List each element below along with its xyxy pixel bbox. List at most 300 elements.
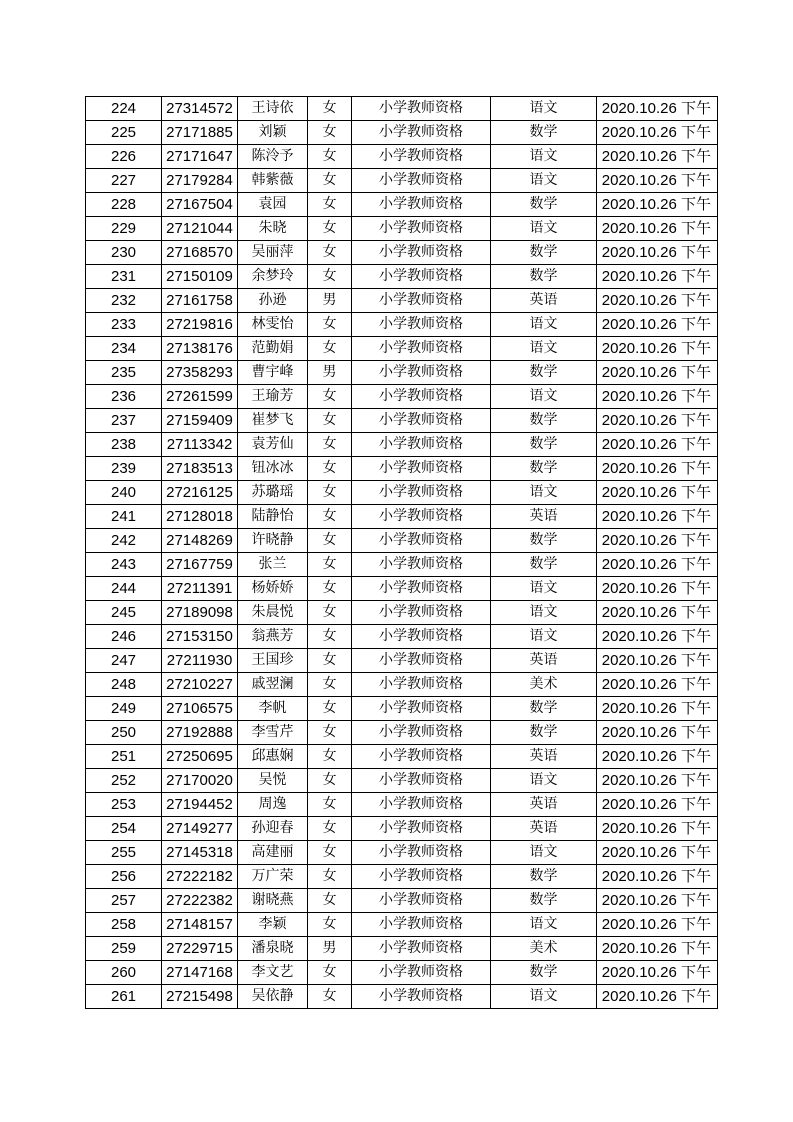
cell-admission-number: 27170020: [162, 769, 238, 793]
cell-serial-number: 233: [86, 313, 162, 337]
cell-serial-number: 227: [86, 169, 162, 193]
cell-qualification-type: 小学教师资格: [352, 97, 491, 121]
cell-qualification-type: 小学教师资格: [352, 913, 491, 937]
cell-exam-time: 2020.10.26 下午: [597, 97, 718, 121]
cell-serial-number: 248: [86, 673, 162, 697]
cell-subject: 英语: [491, 289, 597, 313]
cell-gender: 女: [308, 529, 352, 553]
cell-exam-time: 2020.10.26 下午: [597, 697, 718, 721]
table-row: [86, 217, 718, 241]
cell-serial-number: 238: [86, 433, 162, 457]
cell-subject: 数学: [491, 553, 597, 577]
cell-admission-number: 27229715: [162, 937, 238, 961]
cell-admission-number: 27128018: [162, 505, 238, 529]
cell-admission-number: 27222382: [162, 889, 238, 913]
table-row: [86, 313, 718, 337]
cell-qualification-type: 小学教师资格: [352, 985, 491, 1009]
cell-exam-time: 2020.10.26 下午: [597, 553, 718, 577]
cell-exam-time: 2020.10.26 下午: [597, 289, 718, 313]
cell-qualification-type: 小学教师资格: [352, 817, 491, 841]
cell-candidate-name: 李帆: [238, 697, 308, 721]
cell-gender: 女: [308, 625, 352, 649]
cell-subject: 语文: [491, 625, 597, 649]
cell-exam-time: 2020.10.26 下午: [597, 961, 718, 985]
cell-subject: 数学: [491, 409, 597, 433]
cell-admission-number: 27210227: [162, 673, 238, 697]
cell-candidate-name: 杨娇娇: [238, 577, 308, 601]
cell-admission-number: 27194452: [162, 793, 238, 817]
cell-subject: 语文: [491, 217, 597, 241]
cell-serial-number: 237: [86, 409, 162, 433]
cell-candidate-name: 王国珍: [238, 649, 308, 673]
cell-gender: 女: [308, 721, 352, 745]
cell-qualification-type: 小学教师资格: [352, 697, 491, 721]
cell-subject: 数学: [491, 961, 597, 985]
cell-serial-number: 236: [86, 385, 162, 409]
cell-admission-number: 27215498: [162, 985, 238, 1009]
table-row: [86, 121, 718, 145]
cell-gender: 女: [308, 241, 352, 265]
cell-subject: 数学: [491, 193, 597, 217]
cell-gender: 女: [308, 673, 352, 697]
cell-subject: 美术: [491, 673, 597, 697]
cell-subject: 语文: [491, 577, 597, 601]
cell-candidate-name: 孙迎春: [238, 817, 308, 841]
cell-exam-time: 2020.10.26 下午: [597, 817, 718, 841]
cell-serial-number: 252: [86, 769, 162, 793]
cell-qualification-type: 小学教师资格: [352, 193, 491, 217]
table-row: [86, 841, 718, 865]
cell-candidate-name: 潘泉晓: [238, 937, 308, 961]
cell-subject: 数学: [491, 697, 597, 721]
table-row: [86, 577, 718, 601]
cell-admission-number: 27192888: [162, 721, 238, 745]
cell-serial-number: 251: [86, 745, 162, 769]
cell-gender: 女: [308, 265, 352, 289]
cell-candidate-name: 王瑜芳: [238, 385, 308, 409]
cell-candidate-name: 钮冰冰: [238, 457, 308, 481]
table-row: [86, 289, 718, 313]
table-row: [86, 361, 718, 385]
cell-gender: 女: [308, 649, 352, 673]
cell-admission-number: 27219816: [162, 313, 238, 337]
cell-exam-time: 2020.10.26 下午: [597, 529, 718, 553]
cell-candidate-name: 李雪芹: [238, 721, 308, 745]
cell-candidate-name: 周逸: [238, 793, 308, 817]
cell-subject: 语文: [491, 97, 597, 121]
cell-exam-time: 2020.10.26 下午: [597, 673, 718, 697]
cell-exam-time: 2020.10.26 下午: [597, 433, 718, 457]
cell-exam-time: 2020.10.26 下午: [597, 337, 718, 361]
table-row: [86, 145, 718, 169]
table-row: [86, 505, 718, 529]
cell-candidate-name: 吴依静: [238, 985, 308, 1009]
cell-admission-number: 27161758: [162, 289, 238, 313]
cell-admission-number: 27153150: [162, 625, 238, 649]
cell-serial-number: 243: [86, 553, 162, 577]
cell-exam-time: 2020.10.26 下午: [597, 577, 718, 601]
cell-candidate-name: 翁燕芳: [238, 625, 308, 649]
cell-admission-number: 27121044: [162, 217, 238, 241]
cell-subject: 英语: [491, 793, 597, 817]
cell-gender: 女: [308, 457, 352, 481]
cell-admission-number: 27149277: [162, 817, 238, 841]
cell-exam-time: 2020.10.26 下午: [597, 457, 718, 481]
table-row: [86, 97, 718, 121]
cell-exam-time: 2020.10.26 下午: [597, 913, 718, 937]
cell-gender: 女: [308, 793, 352, 817]
cell-exam-time: 2020.10.26 下午: [597, 985, 718, 1009]
cell-exam-time: 2020.10.26 下午: [597, 121, 718, 145]
cell-candidate-name: 邱惠娴: [238, 745, 308, 769]
cell-gender: 女: [308, 169, 352, 193]
cell-admission-number: 27216125: [162, 481, 238, 505]
cell-exam-time: 2020.10.26 下午: [597, 265, 718, 289]
cell-qualification-type: 小学教师资格: [352, 793, 491, 817]
cell-subject: 美术: [491, 937, 597, 961]
cell-candidate-name: 万广荣: [238, 865, 308, 889]
cell-serial-number: 231: [86, 265, 162, 289]
cell-serial-number: 260: [86, 961, 162, 985]
cell-exam-time: 2020.10.26 下午: [597, 889, 718, 913]
table-row: [86, 913, 718, 937]
cell-gender: 女: [308, 97, 352, 121]
cell-gender: 女: [308, 217, 352, 241]
table-row: [86, 241, 718, 265]
table-row: [86, 385, 718, 409]
cell-admission-number: 27171647: [162, 145, 238, 169]
cell-serial-number: 239: [86, 457, 162, 481]
cell-gender: 女: [308, 481, 352, 505]
table-row: [86, 721, 718, 745]
table-row: [86, 625, 718, 649]
table-row: [86, 601, 718, 625]
cell-serial-number: 244: [86, 577, 162, 601]
cell-subject: 数学: [491, 121, 597, 145]
table-row: [86, 265, 718, 289]
cell-qualification-type: 小学教师资格: [352, 961, 491, 985]
cell-gender: 女: [308, 889, 352, 913]
cell-gender: 女: [308, 313, 352, 337]
cell-exam-time: 2020.10.26 下午: [597, 649, 718, 673]
table-row: [86, 481, 718, 505]
cell-admission-number: 27179284: [162, 169, 238, 193]
cell-candidate-name: 陆静怡: [238, 505, 308, 529]
cell-gender: 女: [308, 409, 352, 433]
cell-serial-number: 249: [86, 697, 162, 721]
cell-gender: 男: [308, 937, 352, 961]
cell-gender: 女: [308, 769, 352, 793]
cell-qualification-type: 小学教师资格: [352, 577, 491, 601]
cell-qualification-type: 小学教师资格: [352, 601, 491, 625]
cell-gender: 女: [308, 193, 352, 217]
cell-serial-number: 250: [86, 721, 162, 745]
cell-subject: 语文: [491, 145, 597, 169]
cell-subject: 语文: [491, 337, 597, 361]
table-row: [86, 553, 718, 577]
cell-subject: 语文: [491, 841, 597, 865]
cell-exam-time: 2020.10.26 下午: [597, 385, 718, 409]
cell-serial-number: 241: [86, 505, 162, 529]
cell-admission-number: 27183513: [162, 457, 238, 481]
cell-serial-number: 228: [86, 193, 162, 217]
cell-qualification-type: 小学教师资格: [352, 337, 491, 361]
cell-exam-time: 2020.10.26 下午: [597, 481, 718, 505]
cell-candidate-name: 陈泠予: [238, 145, 308, 169]
table-row: [86, 745, 718, 769]
cell-admission-number: 27148269: [162, 529, 238, 553]
cell-subject: 语文: [491, 985, 597, 1009]
cell-subject: 数学: [491, 529, 597, 553]
cell-admission-number: 27167759: [162, 553, 238, 577]
cell-exam-time: 2020.10.26 下午: [597, 217, 718, 241]
cell-exam-time: 2020.10.26 下午: [597, 241, 718, 265]
cell-exam-time: 2020.10.26 下午: [597, 769, 718, 793]
cell-candidate-name: 张兰: [238, 553, 308, 577]
table-row: [86, 529, 718, 553]
cell-exam-time: 2020.10.26 下午: [597, 409, 718, 433]
cell-gender: 女: [308, 961, 352, 985]
cell-candidate-name: 韩紫薇: [238, 169, 308, 193]
cell-admission-number: 27148157: [162, 913, 238, 937]
cell-gender: 女: [308, 577, 352, 601]
cell-subject: 语文: [491, 169, 597, 193]
table-body: [86, 97, 718, 1009]
cell-subject: 语文: [491, 481, 597, 505]
cell-qualification-type: 小学教师资格: [352, 385, 491, 409]
cell-qualification-type: 小学教师资格: [352, 889, 491, 913]
cell-subject: 语文: [491, 601, 597, 625]
cell-qualification-type: 小学教师资格: [352, 241, 491, 265]
cell-subject: 数学: [491, 241, 597, 265]
table-row: [86, 673, 718, 697]
cell-admission-number: 27138176: [162, 337, 238, 361]
table-row: [86, 697, 718, 721]
cell-qualification-type: 小学教师资格: [352, 433, 491, 457]
cell-admission-number: 27314572: [162, 97, 238, 121]
cell-subject: 数学: [491, 457, 597, 481]
cell-admission-number: 27147168: [162, 961, 238, 985]
cell-qualification-type: 小学教师资格: [352, 121, 491, 145]
cell-subject: 英语: [491, 649, 597, 673]
cell-gender: 女: [308, 601, 352, 625]
cell-subject: 数学: [491, 361, 597, 385]
cell-serial-number: 256: [86, 865, 162, 889]
cell-gender: 女: [308, 865, 352, 889]
cell-qualification-type: 小学教师资格: [352, 169, 491, 193]
cell-serial-number: 245: [86, 601, 162, 625]
cell-qualification-type: 小学教师资格: [352, 409, 491, 433]
cell-serial-number: 254: [86, 817, 162, 841]
cell-qualification-type: 小学教师资格: [352, 841, 491, 865]
cell-subject: 数学: [491, 265, 597, 289]
cell-admission-number: 27171885: [162, 121, 238, 145]
cell-admission-number: 27211930: [162, 649, 238, 673]
table-row: [86, 169, 718, 193]
cell-candidate-name: 林雯怡: [238, 313, 308, 337]
cell-exam-time: 2020.10.26 下午: [597, 793, 718, 817]
candidate-table: [85, 96, 718, 1009]
cell-qualification-type: 小学教师资格: [352, 361, 491, 385]
cell-admission-number: 27189098: [162, 601, 238, 625]
cell-admission-number: 27106575: [162, 697, 238, 721]
cell-serial-number: 240: [86, 481, 162, 505]
cell-exam-time: 2020.10.26 下午: [597, 745, 718, 769]
table-row: [86, 985, 718, 1009]
cell-exam-time: 2020.10.26 下午: [597, 601, 718, 625]
cell-gender: 男: [308, 361, 352, 385]
cell-subject: 语文: [491, 913, 597, 937]
cell-admission-number: 27113342: [162, 433, 238, 457]
cell-admission-number: 27222182: [162, 865, 238, 889]
cell-admission-number: 27145318: [162, 841, 238, 865]
table-row: [86, 433, 718, 457]
cell-candidate-name: 袁园: [238, 193, 308, 217]
cell-subject: 英语: [491, 817, 597, 841]
cell-serial-number: 224: [86, 97, 162, 121]
cell-gender: 女: [308, 841, 352, 865]
cell-serial-number: 234: [86, 337, 162, 361]
cell-qualification-type: 小学教师资格: [352, 505, 491, 529]
cell-qualification-type: 小学教师资格: [352, 769, 491, 793]
cell-admission-number: 27358293: [162, 361, 238, 385]
cell-serial-number: 226: [86, 145, 162, 169]
cell-candidate-name: 谢晓燕: [238, 889, 308, 913]
cell-serial-number: 232: [86, 289, 162, 313]
cell-subject: 数学: [491, 865, 597, 889]
cell-candidate-name: 李颖: [238, 913, 308, 937]
table-row: [86, 649, 718, 673]
cell-serial-number: 242: [86, 529, 162, 553]
cell-qualification-type: 小学教师资格: [352, 649, 491, 673]
cell-gender: 男: [308, 289, 352, 313]
cell-subject: 语文: [491, 769, 597, 793]
cell-subject: 数学: [491, 721, 597, 745]
cell-candidate-name: 朱晓: [238, 217, 308, 241]
cell-admission-number: 27150109: [162, 265, 238, 289]
cell-gender: 女: [308, 505, 352, 529]
cell-candidate-name: 余梦玲: [238, 265, 308, 289]
cell-candidate-name: 孙逊: [238, 289, 308, 313]
cell-candidate-name: 许晓静: [238, 529, 308, 553]
cell-exam-time: 2020.10.26 下午: [597, 505, 718, 529]
cell-exam-time: 2020.10.26 下午: [597, 361, 718, 385]
cell-qualification-type: 小学教师资格: [352, 529, 491, 553]
cell-serial-number: 255: [86, 841, 162, 865]
cell-gender: 女: [308, 985, 352, 1009]
cell-qualification-type: 小学教师资格: [352, 289, 491, 313]
cell-subject: 语文: [491, 385, 597, 409]
cell-gender: 女: [308, 433, 352, 457]
cell-qualification-type: 小学教师资格: [352, 625, 491, 649]
cell-subject: 英语: [491, 505, 597, 529]
cell-exam-time: 2020.10.26 下午: [597, 193, 718, 217]
cell-admission-number: 27250695: [162, 745, 238, 769]
cell-exam-time: 2020.10.26 下午: [597, 625, 718, 649]
cell-subject: 语文: [491, 313, 597, 337]
cell-candidate-name: 范勤娟: [238, 337, 308, 361]
cell-exam-time: 2020.10.26 下午: [597, 937, 718, 961]
cell-candidate-name: 曹宇峰: [238, 361, 308, 385]
cell-gender: 女: [308, 817, 352, 841]
cell-serial-number: 253: [86, 793, 162, 817]
cell-candidate-name: 戚翌澜: [238, 673, 308, 697]
cell-serial-number: 225: [86, 121, 162, 145]
cell-serial-number: 259: [86, 937, 162, 961]
cell-candidate-name: 吴丽萍: [238, 241, 308, 265]
cell-qualification-type: 小学教师资格: [352, 673, 491, 697]
cell-gender: 女: [308, 697, 352, 721]
cell-qualification-type: 小学教师资格: [352, 745, 491, 769]
cell-qualification-type: 小学教师资格: [352, 265, 491, 289]
table-row: [86, 409, 718, 433]
cell-exam-time: 2020.10.26 下午: [597, 721, 718, 745]
cell-candidate-name: 高建丽: [238, 841, 308, 865]
cell-exam-time: 2020.10.26 下午: [597, 145, 718, 169]
cell-gender: 女: [308, 145, 352, 169]
cell-serial-number: 246: [86, 625, 162, 649]
table-row: [86, 769, 718, 793]
table-row: [86, 337, 718, 361]
cell-exam-time: 2020.10.26 下午: [597, 169, 718, 193]
table-row: [86, 961, 718, 985]
cell-gender: 女: [308, 745, 352, 769]
cell-candidate-name: 李文艺: [238, 961, 308, 985]
table-row: [86, 193, 718, 217]
cell-exam-time: 2020.10.26 下午: [597, 865, 718, 889]
cell-qualification-type: 小学教师资格: [352, 313, 491, 337]
cell-gender: 女: [308, 913, 352, 937]
cell-admission-number: 27168570: [162, 241, 238, 265]
cell-candidate-name: 朱晨悦: [238, 601, 308, 625]
cell-serial-number: 230: [86, 241, 162, 265]
table-row: [86, 889, 718, 913]
cell-gender: 女: [308, 385, 352, 409]
cell-qualification-type: 小学教师资格: [352, 937, 491, 961]
cell-gender: 女: [308, 121, 352, 145]
cell-qualification-type: 小学教师资格: [352, 457, 491, 481]
cell-gender: 女: [308, 553, 352, 577]
cell-candidate-name: 崔梦飞: [238, 409, 308, 433]
cell-exam-time: 2020.10.26 下午: [597, 313, 718, 337]
cell-qualification-type: 小学教师资格: [352, 145, 491, 169]
cell-qualification-type: 小学教师资格: [352, 865, 491, 889]
cell-subject: 数学: [491, 889, 597, 913]
cell-admission-number: 27167504: [162, 193, 238, 217]
cell-qualification-type: 小学教师资格: [352, 481, 491, 505]
cell-serial-number: 261: [86, 985, 162, 1009]
cell-subject: 数学: [491, 433, 597, 457]
cell-serial-number: 229: [86, 217, 162, 241]
table-row: [86, 865, 718, 889]
cell-candidate-name: 苏璐瑶: [238, 481, 308, 505]
cell-admission-number: 27211391: [162, 577, 238, 601]
cell-candidate-name: 刘颖: [238, 121, 308, 145]
cell-exam-time: 2020.10.26 下午: [597, 841, 718, 865]
cell-gender: 女: [308, 337, 352, 361]
table-row: [86, 937, 718, 961]
cell-qualification-type: 小学教师资格: [352, 217, 491, 241]
cell-qualification-type: 小学教师资格: [352, 553, 491, 577]
cell-candidate-name: 吴悦: [238, 769, 308, 793]
cell-candidate-name: 袁芳仙: [238, 433, 308, 457]
cell-serial-number: 235: [86, 361, 162, 385]
cell-serial-number: 257: [86, 889, 162, 913]
cell-admission-number: 27159409: [162, 409, 238, 433]
table-row: [86, 793, 718, 817]
cell-admission-number: 27261599: [162, 385, 238, 409]
cell-subject: 英语: [491, 745, 597, 769]
